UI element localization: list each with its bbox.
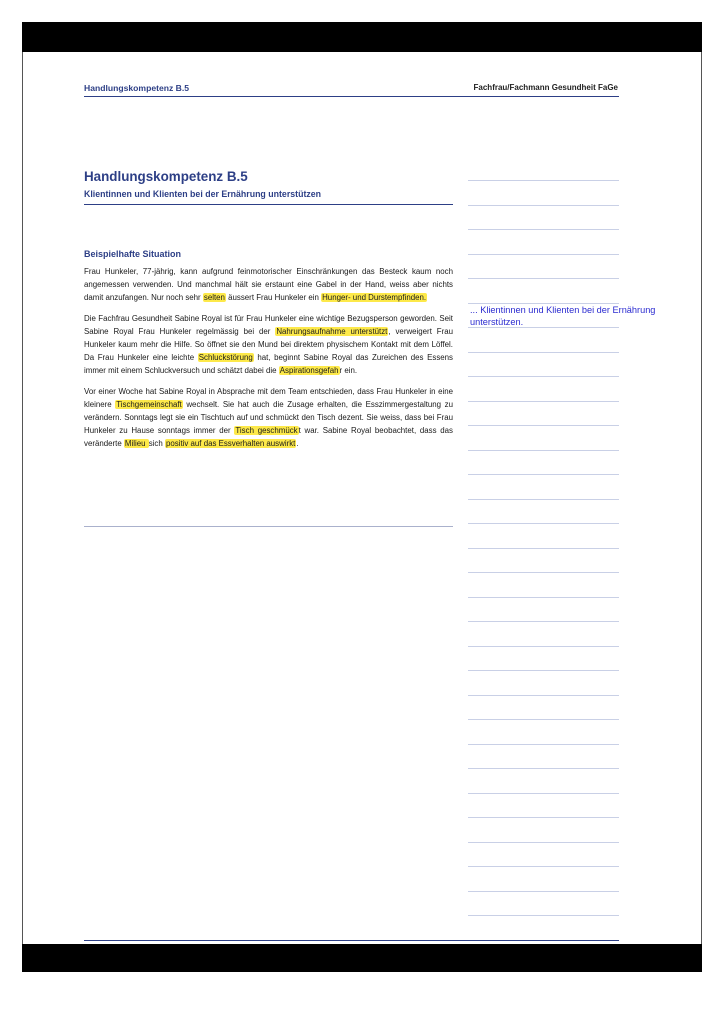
text-run: Frau Hunkeler, 77-jährig, kann aufgrund feinmotorischer Einschränkungen das Besteck kaum noch angemessen verwenden. Und manchmal hält sie erstaunt eine Gabel in der Hand, weiss aber nichts damit anzufangen. Nur noch sehr — [84, 267, 453, 303]
text-run: Die Fachfrau Gesundheit Sabine Royal ist für Frau Hunkeler eine wichtige Bezugsperson geworden. Seit Sabine Royal Frau Hunkeler regelmässig bei der — [84, 313, 453, 336]
note-line — [468, 572, 619, 573]
running-header-left: Handlungskompetenz B.5 — [84, 83, 190, 93]
highlighted-term: Nahrungsaufnahme unterstützt — [276, 326, 388, 336]
note-line — [468, 425, 619, 426]
margin-note: ... Klientinnen und Klienten bei der Ernährung unterstützen. — [470, 305, 656, 327]
note-line — [468, 205, 619, 206]
page-title: Handlungskompetenz B.5 — [84, 169, 248, 184]
text-run: , verweigert Frau Hunkeler kaum mehr die Hilfe. So öffnet sie den Mund bei direktem physischem Kontakt mit dem Löffel. Da Frau Hunkeler eine leichte — [84, 326, 454, 363]
note-line — [468, 597, 619, 598]
page-edge-right — [701, 52, 702, 944]
note-line — [468, 842, 619, 843]
note-line — [468, 891, 619, 892]
running-header-right: Fachfrau/Fachmann Gesundheit FaGe — [473, 83, 618, 92]
footer-rule — [84, 940, 619, 941]
text-run: r ein. — [339, 366, 358, 376]
paragraph-3 — [84, 385, 453, 451]
highlighted-term: Milieu — [124, 439, 148, 449]
note-line — [468, 670, 619, 671]
highlighted-term: Schluckstörung — [198, 353, 253, 363]
note-line — [468, 768, 619, 769]
text-run: wechselt. Sie hat auch die Zusage erhalten, die Esszimmergestaltung zu verändern. Sonntags legt sie ein Tischtuch auf und schmückt den Tisch dezent. Sie weiss, dass bei Frau Hunkeler zu Hause sonntags immer der — [84, 399, 454, 436]
note-line — [468, 915, 619, 916]
page-edge-left — [22, 52, 23, 944]
paragraph-1 — [84, 265, 453, 305]
note-line — [468, 352, 619, 353]
text-run: . — [296, 439, 299, 449]
note-line — [468, 646, 619, 647]
situation-text — [84, 265, 453, 458]
note-line — [468, 474, 619, 475]
note-line — [468, 254, 619, 255]
note-line — [468, 866, 619, 867]
top-black-bar — [22, 22, 702, 52]
paragraph-2 — [84, 312, 453, 378]
note-line — [468, 401, 619, 402]
highlighted-term: Tisch geschmück — [235, 426, 298, 436]
note-line — [468, 744, 619, 745]
note-line — [468, 719, 619, 720]
bottom-black-bar — [22, 944, 702, 972]
header-rule — [84, 96, 619, 97]
note-line — [468, 695, 619, 696]
note-line — [468, 523, 619, 524]
text-run: hat, beginnt Sabine Royal das Zureichen des Essens immer mit einem Schluckversuch und schätzt dabei die — [84, 353, 453, 376]
note-line — [468, 793, 619, 794]
note-line — [468, 180, 619, 181]
section-heading: Beispielhafte Situation — [84, 249, 182, 259]
note-line — [468, 376, 619, 377]
note-line — [468, 303, 619, 304]
text-run: äussert Frau Hunkeler ein — [225, 293, 322, 303]
note-line — [468, 229, 619, 230]
text-end-rule — [84, 526, 453, 527]
note-line — [468, 621, 619, 622]
text-run: Vor einer Woche hat Sabine Royal in Absprache mit dem Team entschieden, dass Frau Hunkeler in eine kleinere — [84, 386, 453, 409]
note-line — [468, 548, 619, 549]
note-line — [468, 817, 619, 818]
page-subtitle: Klientinnen und Klienten bei der Ernährung unterstützen — [84, 189, 322, 199]
title-rule — [84, 204, 453, 205]
highlighted-term: positiv auf das Essverhalten auswirkt — [165, 439, 296, 449]
highlighted-term: Tischgemeinschaft — [116, 399, 182, 409]
note-line — [468, 278, 619, 279]
text-run: t war. Sabine Royal beobachtet, dass das veränderte — [84, 426, 453, 449]
note-line — [468, 450, 619, 451]
highlighted-term: selten — [203, 293, 225, 303]
text-run: sich — [148, 439, 165, 449]
highlighted-term: Hunger- und Durstempfinden. — [322, 293, 427, 303]
margin-note-lines — [468, 180, 619, 940]
highlighted-term: Aspirationsgefah — [279, 366, 339, 376]
note-line — [468, 499, 619, 500]
